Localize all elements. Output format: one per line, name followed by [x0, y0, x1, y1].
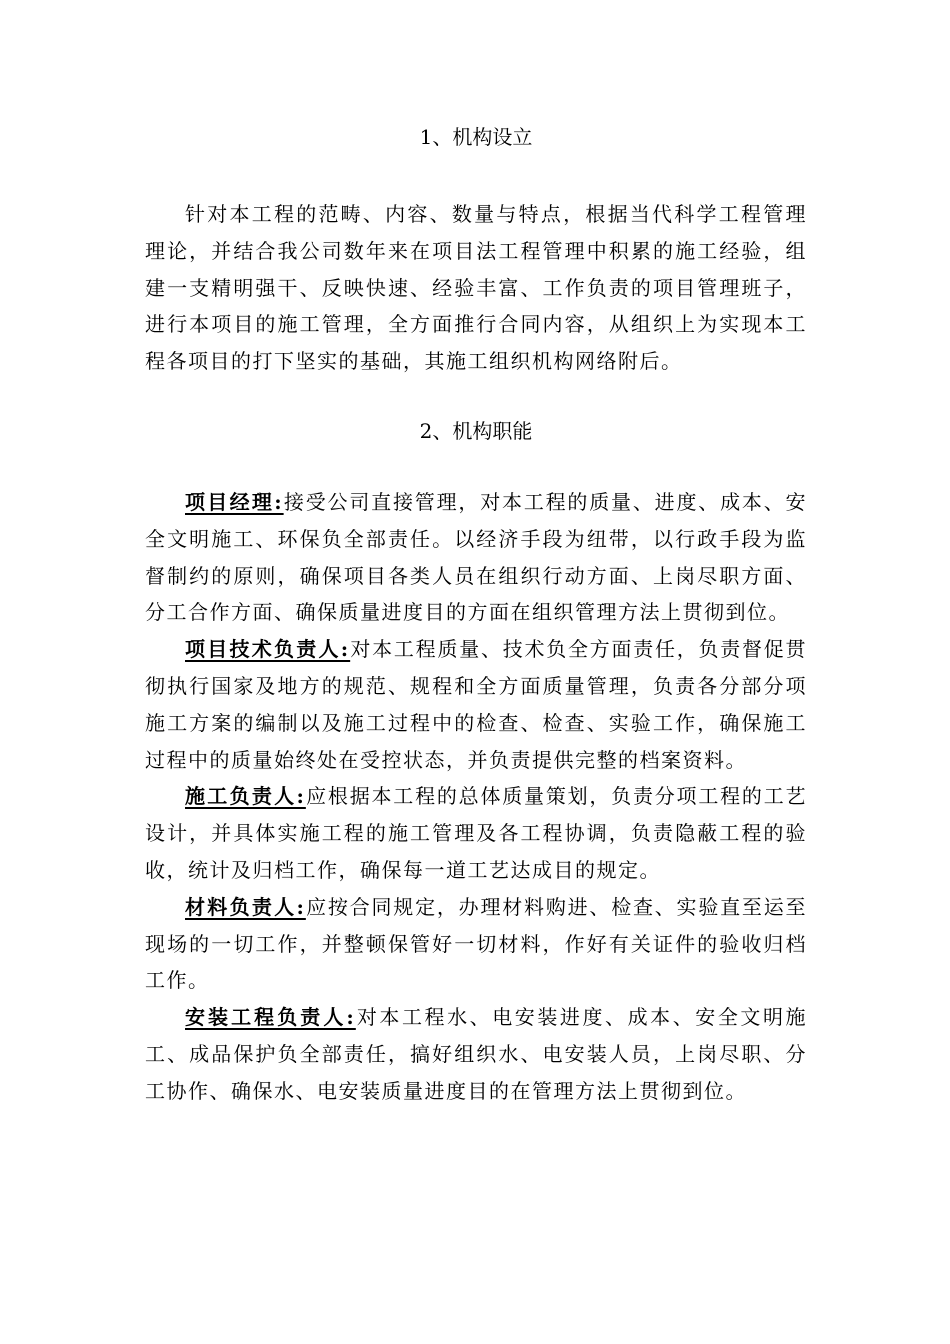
- section-1-paragraph: 针对本工程的范畴、内容、数量与特点，根据当代科学工程管理理论，并结合我公司数年来在项目法工程管理中积累的施工经验，组建一支精明强干、反映快速、经验丰富、工作负责的项目管理班子，进行本项目的施工管理，全方面推行合同内容，从组织上为实现本工程各项目的打下坚实的基础，其施工组织机构网络附后。: [145, 202, 807, 374]
- role-installation-lead: [145, 999, 807, 1109]
- role-label: 材料负责人:: [185, 894, 306, 919]
- role-materials-lead: [145, 889, 807, 999]
- role-project-manager: [145, 484, 807, 631]
- role-technical-lead: [145, 631, 807, 778]
- role-label: 施工负责人:: [185, 784, 306, 809]
- role-description: 对本工程质量、技术负全方面责任，负责督促贯彻执行国家及地方的规范、规程和全方面质量管理，负责各分部分项施工方案的编制以及施工过程中的检查、检查、实验工作，确保施工过程中的质量始终处在受控状态，并负责提供完整的档案资料。: [145, 637, 808, 772]
- role-label: 项目技术负责人:: [185, 637, 351, 662]
- role-description: 应按合同规定，办理材料购进、检查、实验直至运至现场的一切工作，并整顿保管好一切材料，作好有关证件的验收归档工作。: [145, 894, 808, 993]
- role-description: 对本工程水、电安装进度、成本、安全文明施工、成品保护负全部责任，搞好组织水、电安装人员，上岗尽职、分工协作、确保水、电安装质量进度目的在管理方法上贯彻到位。: [145, 1005, 808, 1103]
- document-page: [145, 118, 807, 1110]
- section-1-title: 1、机构设立: [419, 125, 533, 149]
- role-description: 接受公司直接管理，对本工程的质量、进度、成本、安全文明施工、环保负全部责任。以经济手段为纽带，以行政手段为监督制约的原则，确保项目各类人员在组织行动方面、上岗尽职方面、分工合作方面、确保质量进度目的方面在组织管理方法上贯彻到位。: [145, 489, 808, 625]
- role-label: 安装工程负责人:: [185, 1005, 356, 1030]
- role-list: [145, 484, 807, 1110]
- role-construction-lead: [145, 778, 807, 888]
- section-2-title: 2、机构职能: [419, 418, 533, 443]
- role-description: 应根据本工程的总体质量策划，负责分项工程的工艺设计，并具体实施工程的施工管理及各工程协调，负责隐蔽工程的验收，统计及归档工作，确保每一道工艺达成目的规定。: [145, 784, 808, 882]
- role-label: 项目经理:: [185, 489, 284, 514]
